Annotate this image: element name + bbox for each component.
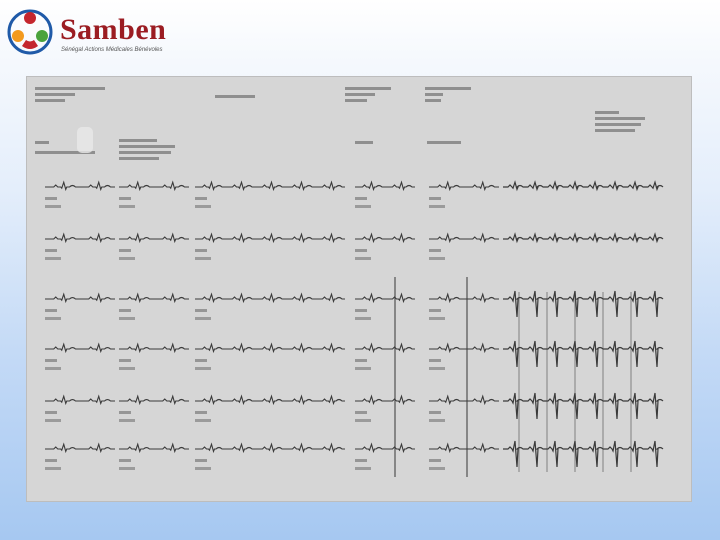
lead-value xyxy=(45,257,61,260)
ecg-lead-trace xyxy=(429,182,499,189)
ecg-lead-trace xyxy=(119,182,189,189)
blurred-header-text xyxy=(35,93,75,96)
lead-label xyxy=(355,411,367,414)
lead-label xyxy=(45,411,57,414)
lead-label xyxy=(119,459,131,462)
lead-value xyxy=(429,419,445,422)
ecg-lead-trace xyxy=(45,182,115,189)
lead-value xyxy=(119,367,135,370)
ecg-lead-trace xyxy=(45,444,115,451)
blurred-header-text xyxy=(595,111,619,114)
lead-label xyxy=(195,459,207,462)
lead-label xyxy=(119,249,131,252)
blurred-header-text xyxy=(35,141,49,144)
lead-label xyxy=(195,197,207,200)
lead-value xyxy=(195,419,211,422)
ecg-lead-trace xyxy=(355,234,415,241)
samben-emblem-icon xyxy=(4,6,60,58)
lead-label xyxy=(429,411,441,414)
blurred-header-text xyxy=(427,141,461,144)
blurred-header-text xyxy=(119,157,159,160)
ecg-lead-trace xyxy=(429,444,499,451)
ecg-lead-trace xyxy=(429,396,499,403)
blurred-header-text xyxy=(595,129,635,132)
blurred-header-text xyxy=(425,87,471,90)
lead-value xyxy=(195,317,211,320)
lead-value xyxy=(355,205,371,208)
lead-value xyxy=(429,317,445,320)
ecg-lead-trace xyxy=(195,344,345,351)
lead-value xyxy=(45,367,61,370)
lead-value xyxy=(195,205,211,208)
lead-label xyxy=(195,249,207,252)
lead-label xyxy=(119,359,131,362)
lead-label xyxy=(429,197,441,200)
blurred-header-text xyxy=(595,123,641,126)
ecg-rhythm-trace xyxy=(503,441,663,467)
lead-label xyxy=(195,309,207,312)
ecg-lead-trace xyxy=(355,182,415,189)
blurred-header-text xyxy=(425,99,441,102)
lead-label xyxy=(355,459,367,462)
lead-value xyxy=(45,205,61,208)
ecg-rhythm-trace xyxy=(503,234,663,241)
ecg-lead-trace xyxy=(119,344,189,351)
ecg-lead-trace xyxy=(429,294,499,301)
lead-label xyxy=(119,309,131,312)
ecg-rhythm-trace xyxy=(503,291,663,317)
lead-value xyxy=(195,367,211,370)
brand-tagline: Sénégal Actions Médicales Bénévoles xyxy=(61,47,163,53)
blurred-header-text xyxy=(425,93,443,96)
lead-value xyxy=(429,257,445,260)
ecg-lead-trace xyxy=(119,294,189,301)
ecg-lead-trace xyxy=(195,182,345,189)
lead-value xyxy=(119,205,135,208)
blurred-header-text xyxy=(345,93,375,96)
blurred-header-text xyxy=(119,139,157,142)
lead-label xyxy=(429,359,441,362)
blurred-header-text xyxy=(35,99,65,102)
blurred-header-text xyxy=(345,87,391,90)
lead-value xyxy=(119,257,135,260)
ecg-lead-trace xyxy=(45,294,115,301)
lead-value xyxy=(45,467,61,470)
ecg-lead-trace xyxy=(195,444,345,451)
blurred-header-text xyxy=(119,151,171,154)
blurred-header-text xyxy=(119,145,175,148)
lead-label xyxy=(195,359,207,362)
lead-label xyxy=(45,249,57,252)
lead-label xyxy=(355,359,367,362)
brand-name: Samben xyxy=(60,13,167,46)
ecg-lead-trace xyxy=(429,234,499,241)
samben-logo xyxy=(4,6,204,58)
lead-value xyxy=(355,317,371,320)
ecg-lead-trace xyxy=(355,444,415,451)
lead-label xyxy=(429,249,441,252)
lead-value xyxy=(429,205,445,208)
ecg-printout-image xyxy=(26,76,692,502)
lead-label xyxy=(429,459,441,462)
ecg-lead-trace xyxy=(119,234,189,241)
lead-value xyxy=(355,257,371,260)
lead-label xyxy=(119,411,131,414)
ecg-lead-trace xyxy=(195,234,345,241)
blurred-header-text xyxy=(215,95,255,98)
blurred-header-text xyxy=(35,87,105,90)
ecg-lead-trace xyxy=(119,444,189,451)
ecg-lead-trace xyxy=(355,294,415,301)
ecg-lead-trace xyxy=(429,344,499,351)
ecg-rhythm-trace xyxy=(503,182,663,189)
lead-label xyxy=(119,197,131,200)
label-highlight xyxy=(77,127,93,153)
ecg-rhythm-trace xyxy=(503,393,663,419)
blurred-header-text xyxy=(355,141,373,144)
lead-label xyxy=(45,459,57,462)
lead-value xyxy=(355,367,371,370)
lead-value xyxy=(45,419,61,422)
lead-value xyxy=(195,467,211,470)
lead-value xyxy=(119,467,135,470)
lead-value xyxy=(355,419,371,422)
lead-value xyxy=(355,467,371,470)
lead-value xyxy=(119,419,135,422)
ecg-lead-trace xyxy=(45,396,115,403)
ecg-rhythm-trace xyxy=(503,341,663,367)
ecg-lead-trace xyxy=(45,344,115,351)
lead-label xyxy=(195,411,207,414)
blurred-header-text xyxy=(595,117,645,120)
ecg-lead-trace xyxy=(119,396,189,403)
ecg-lead-trace xyxy=(45,234,115,241)
lead-label xyxy=(45,197,57,200)
lead-label xyxy=(429,309,441,312)
blurred-header-text xyxy=(345,99,367,102)
lead-label xyxy=(355,249,367,252)
lead-value xyxy=(429,367,445,370)
ecg-lead-trace xyxy=(355,344,415,351)
ecg-lead-trace xyxy=(195,294,345,301)
ecg-tracing xyxy=(27,77,691,501)
lead-label xyxy=(45,359,57,362)
lead-value xyxy=(429,467,445,470)
ecg-lead-trace xyxy=(195,396,345,403)
lead-value xyxy=(195,257,211,260)
lead-value xyxy=(45,317,61,320)
lead-label xyxy=(355,197,367,200)
lead-value xyxy=(119,317,135,320)
lead-label xyxy=(355,309,367,312)
lead-label xyxy=(45,309,57,312)
ecg-lead-trace xyxy=(355,396,415,403)
